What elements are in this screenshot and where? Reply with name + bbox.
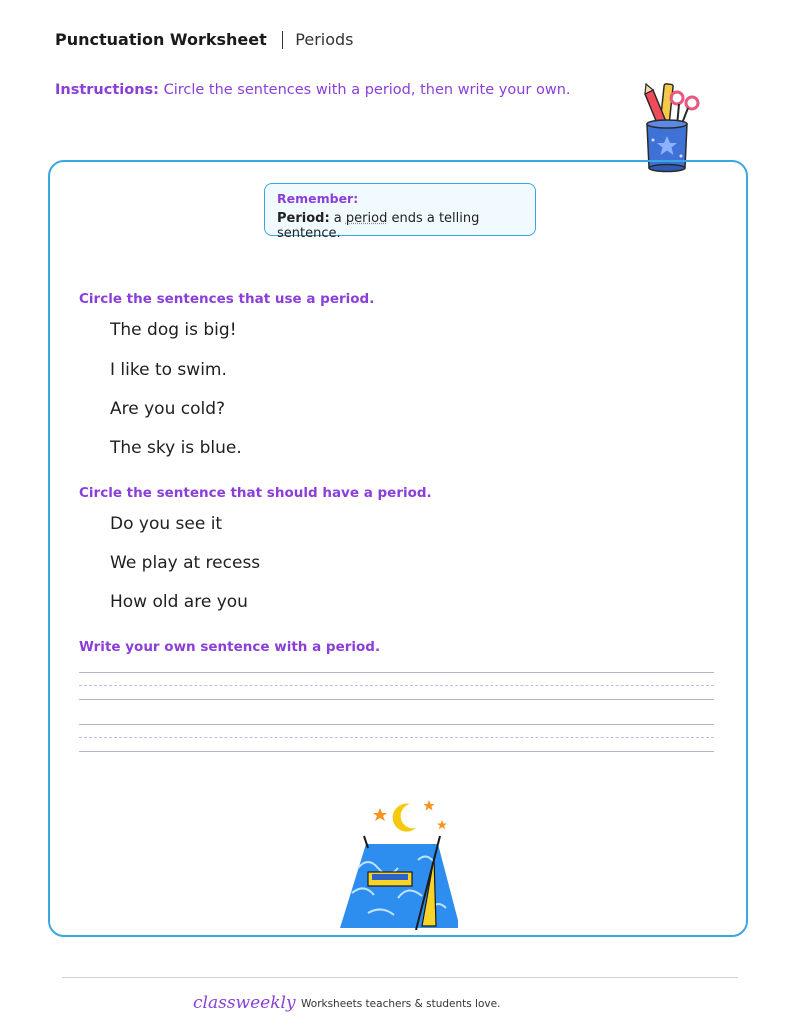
section2-title: Circle the sentence that should have a period.	[79, 485, 432, 501]
worksheet-title: Punctuation Worksheet	[55, 30, 267, 49]
page-header	[55, 30, 354, 49]
instructions-text: Circle the sentences with a period, then write your own.	[163, 82, 571, 98]
brand-logo[interactable]: classweekly	[193, 993, 296, 1013]
footer-tagline: Worksheets teachers & students love.	[301, 998, 501, 1010]
remember-def-pre: a	[333, 211, 346, 226]
section1-sentence[interactable]: The sky is blue.	[110, 438, 242, 458]
section1-sentence[interactable]: Are you cold?	[110, 399, 226, 419]
footer-divider	[62, 977, 738, 978]
remember-title: Remember:	[277, 191, 359, 206]
instructions-label: Instructions:	[55, 82, 159, 98]
header-divider	[282, 31, 284, 49]
instructions	[55, 82, 571, 98]
remember-def-post: ends a telling sentence.	[277, 211, 480, 241]
remember-definition	[277, 211, 523, 241]
section1-sentence[interactable]: The dog is big!	[110, 320, 237, 340]
tent-night-icon	[338, 798, 458, 930]
section2-sentence[interactable]: Do you see it	[110, 514, 223, 534]
remember-term: Period:	[277, 211, 330, 226]
remember-def-word: period	[345, 211, 388, 226]
section1-sentence[interactable]: I like to swim.	[110, 360, 227, 380]
section3-title: Write your own sentence with a period.	[79, 639, 381, 655]
section1-title: Circle the sentences that use a period.	[79, 291, 375, 307]
remember-box	[264, 183, 536, 241]
worksheet-topic: Periods	[295, 30, 354, 49]
section2-sentence[interactable]: How old are you	[110, 592, 248, 612]
section2-sentence[interactable]: We play at recess	[110, 553, 261, 573]
